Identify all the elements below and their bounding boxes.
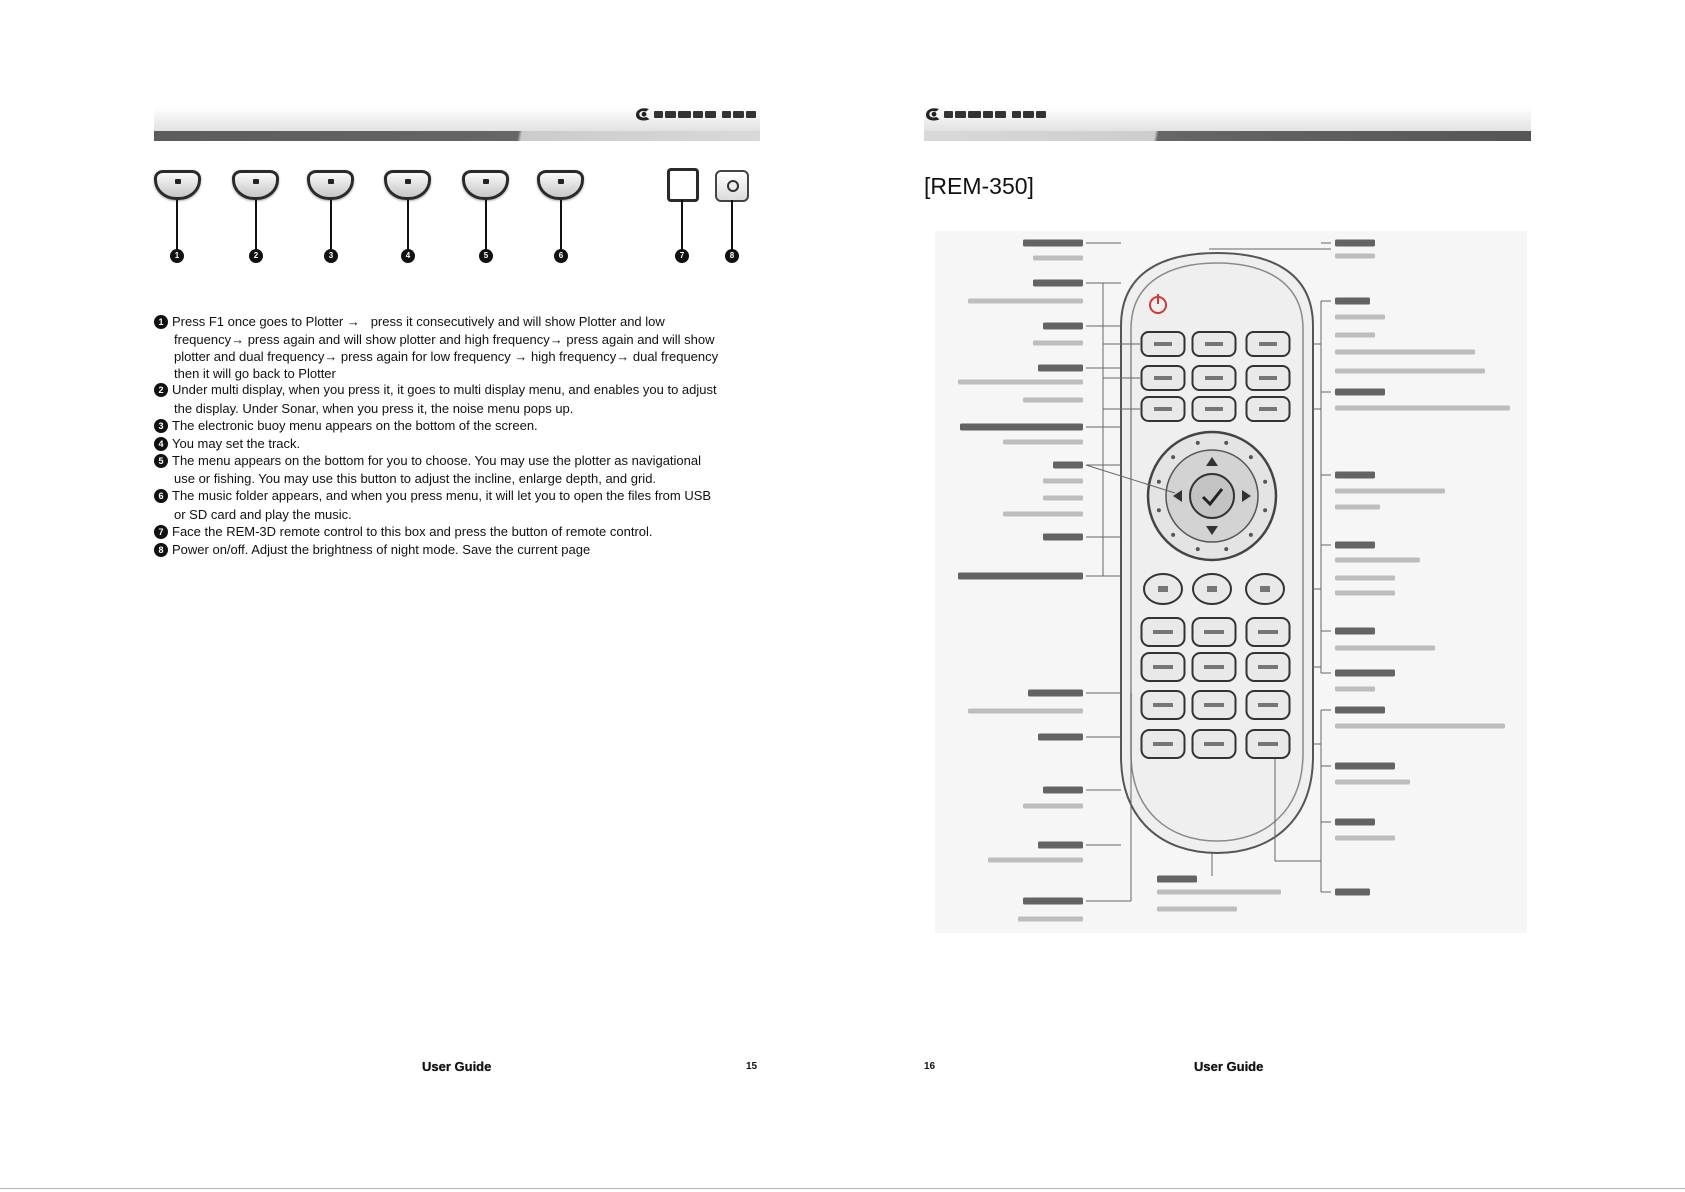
callout-number: 6: [554, 249, 568, 263]
callout-number: 4: [401, 249, 415, 263]
remote-label-placeholder: [1043, 479, 1083, 484]
remote-button-marking: [1260, 586, 1270, 592]
remote-label-placeholder: [1335, 254, 1375, 259]
instruction-line: Press F1 once goes to Plotter → press it consecutively and will show Plotter and low: [172, 314, 665, 329]
remote-label-placeholder: [1053, 462, 1083, 469]
remote-label-placeholder: [1335, 406, 1510, 411]
footer-label: User Guide: [422, 1059, 492, 1074]
dpad-ring-marker: [1224, 441, 1228, 445]
instruction-line: Face the REM-3D remote control to this box and press the button of remote control.: [172, 524, 653, 539]
company-logo: [634, 106, 760, 122]
remote-label-placeholder: [1033, 280, 1083, 287]
logo-block: [1036, 111, 1046, 118]
instruction-line: Power on/off. Adjust the brightness of night mode. Save the current page: [172, 542, 591, 557]
remote-button-marking: [1154, 407, 1172, 411]
instruction-line: You may set the track.: [172, 436, 301, 451]
remote-label-placeholder: [968, 299, 1083, 304]
logo-block: [665, 111, 676, 118]
f1-key-icon: [175, 179, 181, 184]
remote-label-placeholder: [1023, 898, 1083, 905]
instruction-line: The menu appears on the bottom for you to choose. You may use the plotter as navigational: [172, 453, 702, 468]
remote-label-placeholder: [1335, 489, 1445, 494]
logo-block: [678, 111, 691, 118]
logo-block: [722, 111, 731, 118]
footer-label: User Guide: [1194, 1059, 1264, 1074]
remote-button-marking: [1258, 630, 1278, 634]
remote-label-placeholder: [1023, 804, 1083, 809]
remote-button-marking: [1153, 630, 1173, 634]
remote-button-marking: [1258, 665, 1278, 669]
logo-block: [968, 111, 981, 118]
track-key-icon: [405, 179, 411, 184]
dpad-ring-marker: [1249, 533, 1253, 537]
callout-line: [330, 200, 332, 250]
logo-block: [944, 111, 953, 118]
remote-label-placeholder: [968, 709, 1083, 714]
remote-button-marking: [1205, 376, 1223, 380]
remote-label-placeholder: [1335, 389, 1385, 396]
remote-label-placeholder: [1335, 628, 1375, 635]
remote-label-placeholder: [1157, 876, 1197, 883]
remote-label-placeholder: [1018, 917, 1083, 922]
dpad-ring-marker: [1263, 508, 1267, 512]
remote-button-marking: [1258, 742, 1278, 746]
multi-display-key: [232, 170, 279, 200]
callout-line: [560, 200, 562, 250]
dpad-ring-marker: [1171, 533, 1175, 537]
logo-block: [955, 111, 966, 118]
callout-number: 7: [675, 249, 689, 263]
remote-label-placeholder: [1038, 365, 1083, 372]
callout-line: [407, 200, 409, 250]
multi-display-key-icon: [253, 179, 259, 184]
dpad-icon: [1148, 432, 1276, 560]
dpad-ring-marker: [1157, 508, 1161, 512]
remote-button-marking: [1204, 703, 1224, 707]
remote-label-placeholder: [1043, 787, 1083, 794]
remote-label-placeholder: [1028, 690, 1083, 697]
remote-button-marking: [1153, 742, 1173, 746]
remote-button-marking: [1204, 665, 1224, 669]
remote-label-placeholder: [1335, 472, 1375, 479]
remote-button-marking: [1259, 342, 1277, 346]
company-logo: [924, 106, 1050, 122]
remote-label-placeholder: [1023, 398, 1083, 403]
remote-label-placeholder: [1335, 780, 1410, 785]
remote-label-placeholder: [1335, 369, 1485, 374]
remote-button-marking: [1259, 376, 1277, 380]
remote-label-placeholder: [1003, 512, 1083, 517]
remote-label-placeholder: [1335, 591, 1395, 596]
remote-label-placeholder: [960, 424, 1083, 431]
power-key: [715, 170, 749, 202]
page-title: [REM-350]: [924, 173, 1034, 199]
remote-label-placeholder: [1335, 819, 1375, 826]
logo-block: [693, 111, 703, 118]
power-key-icon: [727, 180, 739, 192]
instruction-line: use or fishing. You may use this button to adjust the incline, enlarge depth, and grid.: [174, 471, 657, 486]
callout-number: 5: [479, 249, 493, 263]
logo-wordmark: [654, 111, 756, 118]
dpad-ring-marker: [1224, 547, 1228, 551]
instruction-line: The music folder appears, and when you press menu, it will let you to open the files from USB: [172, 488, 712, 503]
remote-label-placeholder: [1335, 687, 1375, 692]
logo-block: [654, 111, 663, 118]
logo-block: [983, 111, 993, 118]
music-key-icon: [558, 179, 564, 184]
logo-block: [733, 111, 744, 118]
remote-label-placeholder: [1038, 734, 1083, 741]
buoy-key-icon: [328, 179, 334, 184]
remote-label-placeholder: [1335, 298, 1370, 305]
dpad-ring-marker: [1196, 547, 1200, 551]
remote-button-marking: [1204, 630, 1224, 634]
remote-label-placeholder: [1157, 907, 1237, 912]
callout-line: [485, 200, 487, 250]
callout-line: [176, 200, 178, 250]
music-key: [537, 170, 584, 200]
remote-label-placeholder: [1335, 333, 1375, 338]
callout-number: 8: [725, 249, 739, 263]
remote-label-placeholder: [1335, 576, 1395, 581]
menu-key: [462, 170, 509, 200]
instruction-number: 3: [154, 419, 168, 433]
remote-label-placeholder: [1335, 315, 1385, 320]
logo-block: [746, 111, 756, 118]
remote-button-marking: [1204, 742, 1224, 746]
remote-label-placeholder: [958, 380, 1083, 385]
logo-block: [1023, 111, 1034, 118]
instruction-number: 8: [154, 543, 168, 557]
dpad-ring-marker: [1171, 455, 1175, 459]
page-number: 15: [746, 1061, 758, 1072]
remote-label-placeholder: [1038, 842, 1083, 849]
remote-label-placeholder: [988, 858, 1083, 863]
dpad-ring-marker: [1263, 480, 1267, 484]
remote-label-placeholder: [1335, 763, 1395, 770]
callout-number: 1: [170, 249, 184, 263]
remote-label-placeholder: [1335, 350, 1475, 355]
track-key: [384, 170, 431, 200]
remote-control-diagram: [935, 231, 1527, 933]
menu-key-icon: [483, 179, 489, 184]
remote-button-marking: [1153, 665, 1173, 669]
remote-button-marking: [1205, 407, 1223, 411]
remote-label-placeholder: [1335, 240, 1375, 247]
logo-dot: [642, 112, 647, 117]
remote-button-marking: [1207, 586, 1217, 592]
instruction-number: 7: [154, 525, 168, 539]
header-bar: [924, 131, 1531, 141]
remote-button-marking: [1205, 342, 1223, 346]
instruction-line: Under multi display, when you press it, it goes to multi display menu, and enables you to adjust: [172, 382, 717, 397]
instruction-number: 5: [154, 454, 168, 468]
remote-button-marking: [1259, 407, 1277, 411]
dpad-ring-marker: [1157, 480, 1161, 484]
instruction-number: 1: [154, 315, 168, 329]
callout-line: [255, 200, 257, 250]
instruction-line: or SD card and play the music.: [174, 507, 352, 522]
remote-label-placeholder: [1043, 323, 1083, 330]
remote-button-marking: [1258, 703, 1278, 707]
dpad-center-button: [1190, 474, 1234, 518]
remote-label-placeholder: [1335, 836, 1395, 841]
instruction-line: The electronic buoy menu appears on the bottom of the screen.: [172, 418, 538, 433]
f1-key: [154, 170, 201, 200]
instruction-line: the display. Under Sonar, when you press it, the noise menu pops up.: [174, 401, 574, 416]
callout-number: 3: [324, 249, 338, 263]
dpad-ring-marker: [1196, 441, 1200, 445]
remote-button-marking: [1158, 586, 1168, 592]
header-bar: [154, 131, 760, 141]
remote-label-placeholder: [1335, 505, 1380, 510]
logo-block: [705, 111, 716, 118]
remote-label-placeholder: [1023, 240, 1083, 247]
logo-block: [995, 111, 1006, 118]
remote-label-placeholder: [958, 573, 1083, 580]
remote-button-marking: [1154, 342, 1172, 346]
instruction-line: then it will go back to Plotter: [174, 366, 336, 381]
instruction-number: 6: [154, 489, 168, 503]
remote-label-placeholder: [1335, 542, 1375, 549]
remote-label-placeholder: [1335, 558, 1420, 563]
callout-number: 2: [249, 249, 263, 263]
remote-label-placeholder: [1003, 440, 1083, 445]
remote-label-placeholder: [1335, 724, 1505, 729]
callout-line: [731, 200, 733, 250]
remote-label-placeholder: [1335, 707, 1385, 714]
remote-label-placeholder: [1033, 341, 1083, 346]
instruction-number: 2: [154, 383, 168, 397]
page-bottom-rule: [0, 1188, 1685, 1189]
remote-label-placeholder: [1033, 256, 1083, 261]
page-number: 16: [924, 1061, 936, 1072]
remote-label-placeholder: [1335, 670, 1395, 677]
remote-sensor-window-icon: [667, 168, 699, 202]
remote-button-marking: [1153, 703, 1173, 707]
logo-block: [1012, 111, 1021, 118]
remote-label-placeholder: [1335, 646, 1435, 651]
remote-label-placeholder: [1157, 890, 1281, 895]
logo-wordmark: [944, 111, 1046, 118]
remote-label-placeholder: [1043, 534, 1083, 541]
instruction-line: frequency→ press again and will show plotter and high frequency→ press again and will show: [174, 332, 715, 347]
remote-label-placeholder: [1335, 889, 1370, 896]
remote-label-placeholder: [1043, 496, 1083, 501]
instruction-number: 4: [154, 437, 168, 451]
instruction-line: plotter and dual frequency→ press again for low frequency → high frequency→ dual frequency: [174, 349, 719, 364]
buoy-key: [307, 170, 354, 200]
callout-line: [681, 200, 683, 250]
logo-dot: [932, 112, 937, 117]
dpad-ring-marker: [1249, 455, 1253, 459]
remote-button-marking: [1154, 376, 1172, 380]
